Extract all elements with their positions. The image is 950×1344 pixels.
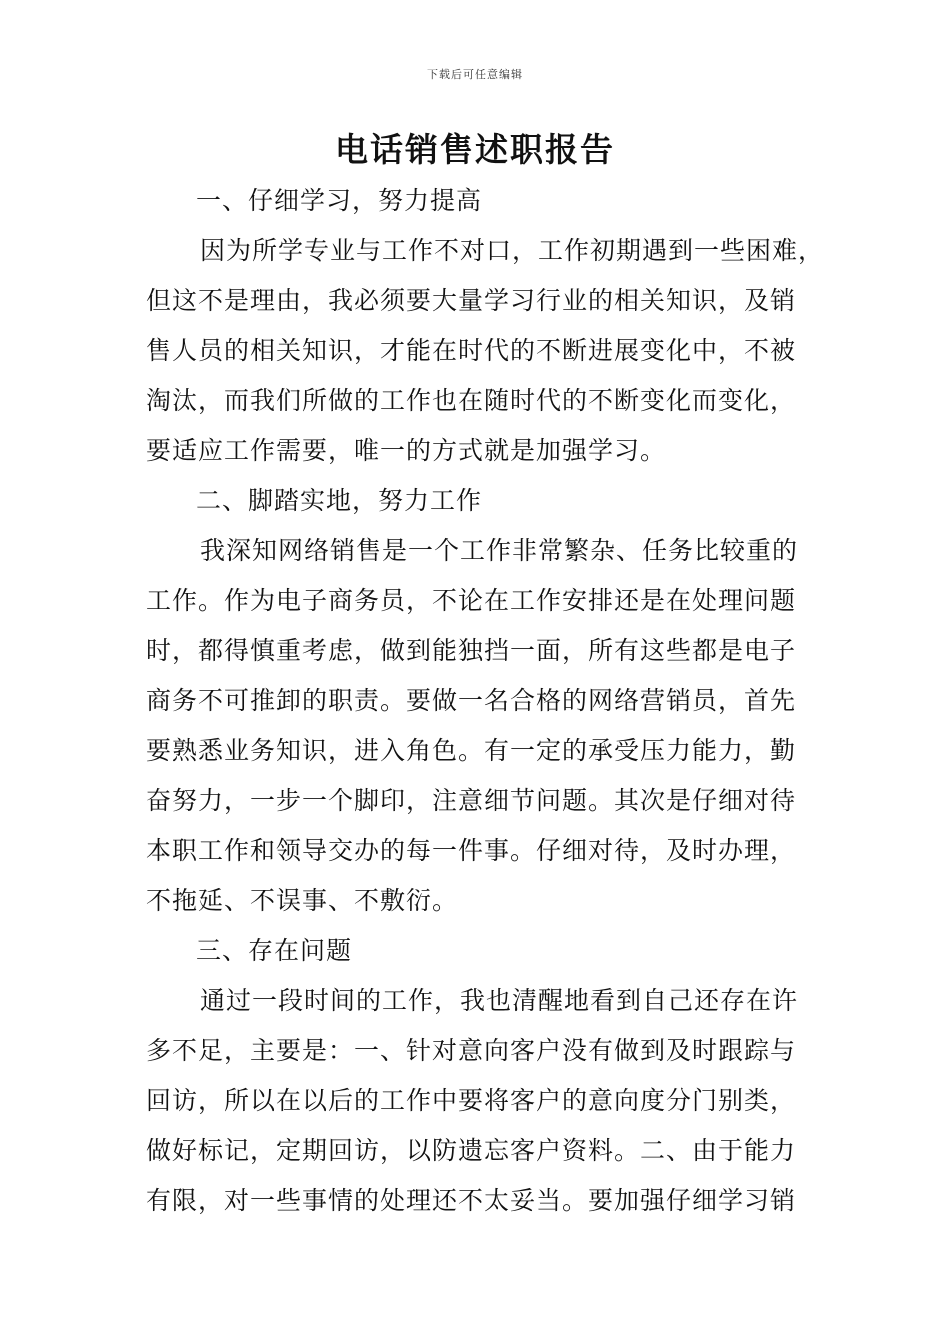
document-body <box>146 176 825 1226</box>
paragraph-line: 不拖延、不误事、不敷衍。 <box>146 886 459 915</box>
paragraph-line: 商务不可推卸的职责。要做一名合格的网络营销员，首先 <box>146 686 797 715</box>
paragraph-line: 多不足，主要是：一、针对意向客户没有做到及时跟踪与 <box>146 1036 797 1065</box>
paragraph-line: 做好标记，定期回访，以防遗忘客户资料。二、由于能力 <box>146 1136 797 1165</box>
paragraph-line: 时，都得慎重考虑，做到能独挡一面，所有这些都是电子 <box>146 636 797 665</box>
paragraph-line: 我深知网络销售是一个工作非常繁杂、任务比较重的 <box>200 536 799 565</box>
paragraph-line: 通过一段时间的工作，我也清醒地看到自己还存在许 <box>200 986 799 1015</box>
section-heading: 三、存在问题 <box>196 936 353 965</box>
paragraph-line: 有限，对一些事情的处理还不太妥当。要加强仔细学习销 <box>146 1186 797 1215</box>
paragraph-line: 回访，所以在以后的工作中要将客户的意向度分门别类， <box>146 1086 797 1115</box>
section-heading: 二、脚踏实地，努力工作 <box>196 486 483 515</box>
document-title: 电话销售述职报告 <box>335 130 615 169</box>
paragraph-line: 工作。作为电子商务员，不论在工作安排还是在处理问题 <box>146 586 797 615</box>
paragraph-line: 本职工作和领导交办的每一件事。仔细对待，及时办理， <box>146 836 797 865</box>
paragraph-line: 但这不是理由，我必须要大量学习行业的相关知识，及销 <box>146 286 797 315</box>
paragraph-line: 淘汰，而我们所做的工作也在随时代的不断变化而变化， <box>146 386 797 415</box>
section-heading: 一、仔细学习，努力提高 <box>196 186 483 215</box>
paragraph-line: 售人员的相关知识，才能在时代的不断进展变化中，不被 <box>146 336 797 365</box>
paragraph-line: 因为所学专业与工作不对口，工作初期遇到一些困难， <box>200 236 825 265</box>
header-note: 下载后可任意编辑 <box>427 68 523 81</box>
paragraph-line: 奋努力，一步一个脚印，注意细节问题。其次是仔细对待 <box>146 786 797 815</box>
paragraph-line: 要适应工作需要，唯一的方式就是加强学习。 <box>146 436 667 465</box>
paragraph-line: 要熟悉业务知识，进入角色。有一定的承受压力能力，勤 <box>146 736 797 765</box>
